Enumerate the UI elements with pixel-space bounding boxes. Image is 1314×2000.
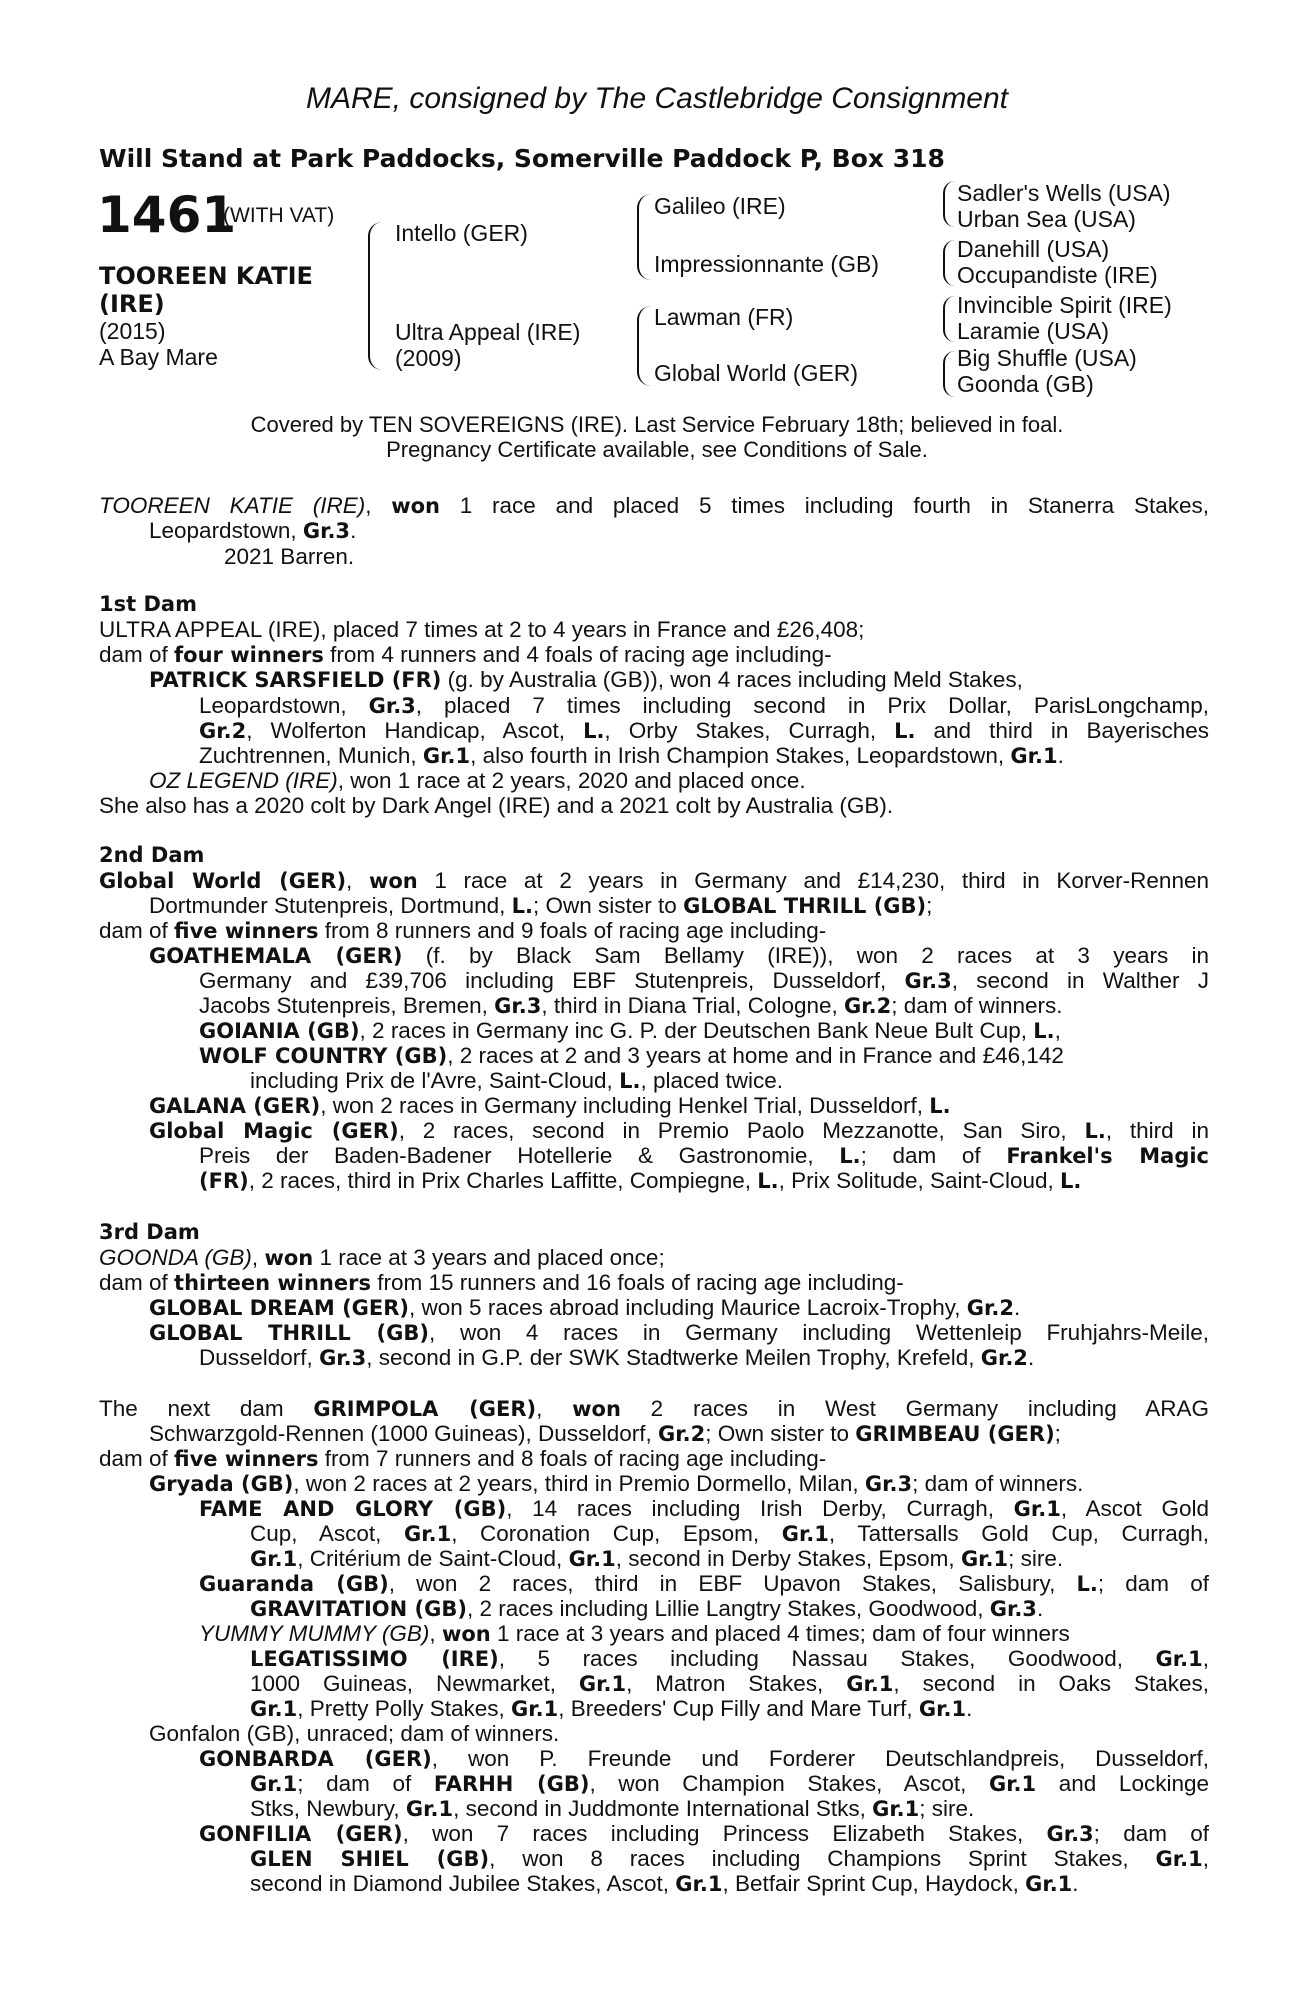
pedigree-dds: Big Shuffle (USA) <box>957 345 1137 371</box>
text-line: GLEN SHIEL (GB), won 8 races including Champions Sprint Stakes, Gr.1, <box>250 1846 1209 1871</box>
text-line: GLOBAL THRILL (GB), won 4 races in Germany including Wettenleip Fruhjahrs-Meile, <box>149 1320 1209 1345</box>
text-line: Gryada (GB), won 2 races at 2 years, third in Premio Dormello, Milan, Gr.3; dam of winners. <box>149 1471 1084 1496</box>
section-heading: 2nd Dam <box>99 843 205 867</box>
text-line: Leopardstown, Gr.3, placed 7 times including second in Prix Dollar, ParisLongchamp, <box>199 693 1209 718</box>
text-line: Guaranda (GB), won 2 races, third in EBF Upavon Stakes, Salisbury, L.; dam of <box>199 1571 1209 1596</box>
horse-country: (IRE) <box>99 290 165 318</box>
text-line: Cup, Ascot, Gr.1, Coronation Cup, Epsom, Gr.1, Tattersalls Gold Cup, Curragh, <box>250 1521 1209 1546</box>
pedigree-dam: Ultra Appeal (IRE) <box>395 319 581 345</box>
pregnancy-note: Pregnancy Certificate available, see Conditions of Sale. <box>386 437 928 462</box>
text-line: Global Magic (GER), 2 races, second in Premio Paolo Mezzanotte, San Siro, L., third in <box>149 1118 1209 1143</box>
horse-description: A Bay Mare <box>99 344 218 370</box>
text-line: Jacobs Stutenpreis, Bremen, Gr.3, third in Diana Trial, Cologne, Gr.2; dam of winners. <box>199 993 1063 1018</box>
covered-note: Covered by TEN SOVEREIGNS (IRE). Last Service February 18th; believed in foal. <box>250 412 1064 437</box>
pedigree-dsd: Laramie (USA) <box>957 318 1110 344</box>
text-line: Preis der Baden-Badener Hotellerie & Gastronomie, L.; dam of Frankel's Magic <box>199 1143 1209 1168</box>
pedigree-dss: Invincible Spirit (IRE) <box>957 292 1172 318</box>
pedigree-brace-ss <box>943 181 955 227</box>
stand-location: Will Stand at Park Paddocks, Somerville Paddock P, Box 318 <box>99 144 945 173</box>
text-line: GLOBAL DREAM (GER), won 5 races abroad including Maurice Lacroix-Trophy, Gr.2. <box>149 1295 1021 1320</box>
horse-year: (2015) <box>99 318 166 344</box>
text-line: Zuchtrennen, Munich, Gr.1, also fourth in Irish Champion Stakes, Leopardstown, Gr.1. <box>199 743 1064 768</box>
text-line: FAME AND GLORY (GB), 14 races including Irish Derby, Curragh, Gr.1, Ascot Gold <box>199 1496 1209 1521</box>
lot-number: 1461 <box>97 186 237 244</box>
text-line: dam of four winners from 4 runners and 4 foals of racing age including- <box>99 642 832 667</box>
text-line: second in Diamond Jubilee Stakes, Ascot, Gr.1, Betfair Sprint Cup, Haydock, Gr.1. <box>250 1871 1079 1896</box>
section-heading: 1st Dam <box>99 592 197 616</box>
text-line: dam of thirteen winners from 15 runners and 16 foals of racing age including- <box>99 1270 904 1295</box>
pedigree-sire-sire: Galileo (IRE) <box>654 193 786 219</box>
text-line: Gr.1, Pretty Polly Stakes, Gr.1, Breeders' Cup Filly and Mare Turf, Gr.1. <box>250 1696 973 1721</box>
text-line: Gr.1; dam of FARHH (GB), won Champion Stakes, Ascot, Gr.1 and Lockinge <box>250 1771 1209 1796</box>
text-line: GALANA (GER), won 2 races in Germany including Henkel Trial, Dusseldorf, L. <box>149 1093 951 1118</box>
text-line: Stks, Newbury, Gr.1, second in Juddmonte International Stks, Gr.1; sire. <box>250 1796 975 1821</box>
text-line: LEGATISSIMO (IRE), 5 races including Nassau Stakes, Goodwood, Gr.1, <box>250 1646 1209 1671</box>
vat-note: (WITH VAT) <box>223 204 335 227</box>
text-line: Germany and £39,706 including EBF Stutenpreis, Dusseldorf, Gr.3, second in Walther J <box>199 968 1209 993</box>
pedigree-sdd: Occupandiste (IRE) <box>957 262 1158 288</box>
text-line: GOONDA (GB), won 1 race at 3 years and placed once; <box>99 1245 665 1270</box>
pedigree-brace-dam <box>637 306 651 386</box>
text-line: (FR), 2 races, third in Prix Charles Laffitte, Compiegne, L., Prix Solitude, Saint-Cloud, L. <box>199 1168 1082 1193</box>
pedigree-sds: Danehill (USA) <box>957 236 1110 262</box>
pedigree-ddd: Goonda (GB) <box>957 371 1094 397</box>
text-line: GONFILIA (GER), won 7 races including Princess Elizabeth Stakes, Gr.3; dam of <box>199 1821 1209 1846</box>
pedigree-sire-dam: Impressionnante (GB) <box>654 251 879 277</box>
pedigree-dam-year: (2009) <box>395 345 462 371</box>
text-line: Dortmunder Stutenpreis, Dortmund, L.; Own sister to GLOBAL THRILL (GB); <box>149 893 933 918</box>
pedigree-dam-sire: Lawman (FR) <box>654 304 794 330</box>
text-line: GONBARDA (GER), won P. Freunde und Forderer Deutschlandpreis, Dusseldorf, <box>199 1746 1209 1771</box>
text-line: OZ LEGEND (IRE), won 1 race at 2 years, 2020 and placed once. <box>149 768 806 793</box>
section-heading: 3rd Dam <box>99 1220 200 1244</box>
text-line: GOIANIA (GB), 2 races in Germany inc G. P. der Deutschen Bank Neue Bult Cup, L., <box>199 1018 1061 1043</box>
text-line: She also has a 2020 colt by Dark Angel (IRE) and a 2021 colt by Australia (GB). <box>99 793 894 818</box>
text-line: Global World (GER), won 1 race at 2 years in Germany and £14,230, third in Korver-Rennen <box>99 868 1209 893</box>
pedigree-brace-gen1 <box>368 222 382 370</box>
text-line: Gonfalon (GB), unraced; dam of winners. <box>149 1721 560 1746</box>
text-line: Dusseldorf, Gr.3, second in G.P. der SWK Stadtwerke Meilen Trophy, Krefeld, Gr.2. <box>199 1345 1035 1370</box>
text-line: 1000 Guineas, Newmarket, Gr.1, Matron Stakes, Gr.1, second in Oaks Stakes, <box>250 1671 1209 1696</box>
pedigree-ssd: Urban Sea (USA) <box>957 206 1136 232</box>
text-line: WOLF COUNTRY (GB), 2 races at 2 and 3 years at home and in France and £46,142 <box>199 1043 1064 1068</box>
pedigree-brace-ds <box>943 296 955 342</box>
text-line: Gr.1, Critérium de Saint-Cloud, Gr.1, second in Derby Stakes, Epsom, Gr.1; sire. <box>250 1546 1064 1571</box>
pedigree-sire: Intello (GER) <box>395 220 528 246</box>
text-line: dam of five winners from 8 runners and 9 foals of racing age including- <box>99 918 827 943</box>
pedigree-brace-dd <box>943 351 955 397</box>
pedigree-brace-sd <box>943 240 955 286</box>
pedigree-brace-sire <box>637 194 651 280</box>
text-line: TOOREEN KATIE (IRE), won 1 race and placed 5 times including fourth in Stanerra Stakes, <box>99 493 1209 518</box>
text-line: YUMMY MUMMY (GB), won 1 race at 3 years and placed 4 times; dam of four winners <box>199 1621 1070 1646</box>
text-line: including Prix de l'Avre, Saint-Cloud, L., placed twice. <box>250 1068 784 1093</box>
page-header: MARE, consigned by The Castlebridge Consignment <box>305 82 1009 115</box>
text-line: GOATHEMALA (GER) (f. by Black Sam Bellamy (IRE)), won 2 races at 3 years in <box>149 943 1209 968</box>
text-line: GRAVITATION (GB), 2 races including Lillie Langtry Stakes, Goodwood, Gr.3. <box>250 1596 1044 1621</box>
horse-name: TOOREEN KATIE <box>99 262 313 290</box>
pedigree-dam-dam: Global World (GER) <box>654 360 859 386</box>
pedigree-sss: Sadler's Wells (USA) <box>957 180 1171 206</box>
text-line: Leopardstown, Gr.3. <box>149 518 357 543</box>
text-line: 2021 Barren. <box>199 544 355 569</box>
text-line: Gr.2, Wolferton Handicap, Ascot, L., Orby Stakes, Curragh, L. and third in Bayerisches <box>199 718 1209 743</box>
text-line: The next dam GRIMPOLA (GER), won 2 races in West Germany including ARAG <box>99 1396 1209 1421</box>
text-line: dam of five winners from 7 runners and 8 foals of racing age including- <box>99 1446 827 1471</box>
text-line: ULTRA APPEAL (IRE), placed 7 times at 2 to 4 years in France and £26,408; <box>99 617 865 642</box>
text-line: PATRICK SARSFIELD (FR) (g. by Australia (GB)), won 4 races including Meld Stakes, <box>149 667 1023 692</box>
text-line: Schwarzgold-Rennen (1000 Guineas), Dusseldorf, Gr.2; Own sister to GRIMBEAU (GER); <box>149 1421 1061 1446</box>
